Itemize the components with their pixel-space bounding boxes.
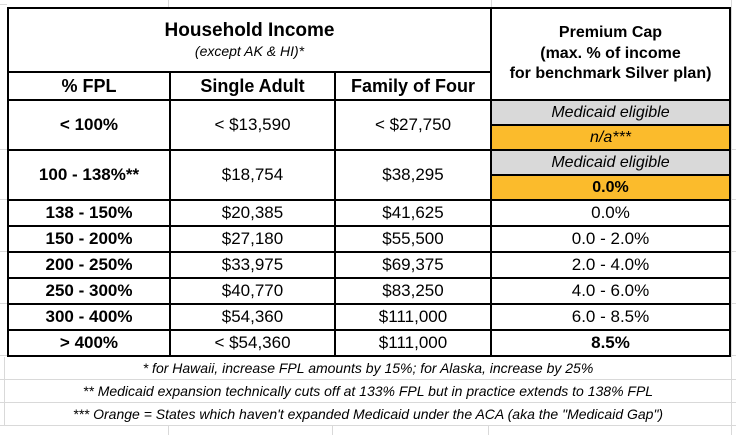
gridline <box>0 199 7 200</box>
cell-single-adult[interactable]: $54,360 <box>170 304 335 330</box>
footnote-medicaid-gap[interactable]: *** Orange = States which haven't expanded Medicaid under the ACA (aka the "Medicaid Gap") <box>0 403 736 426</box>
cell-fpl[interactable]: 250 - 300% <box>8 278 170 304</box>
cell-fpl[interactable]: < 100% <box>8 100 170 150</box>
cell-medicaid-gap[interactable]: n/a*** <box>491 125 730 150</box>
cell-single-adult[interactable]: < $54,360 <box>170 330 335 356</box>
cell-medicaid-gap[interactable]: 0.0% <box>491 175 730 200</box>
cell-single-adult[interactable]: $20,385 <box>170 200 335 226</box>
row-200-250 <box>8 252 730 278</box>
column-header-single-adult[interactable]: Single Adult <box>170 72 335 100</box>
cell-family-of-four[interactable]: $69,375 <box>335 252 491 278</box>
premium-cap-header-cell[interactable] <box>491 8 730 100</box>
row-138-150 <box>8 200 730 226</box>
premium-cap-title-line2: (max. % of income <box>540 44 681 62</box>
cell-family-of-four[interactable]: $55,500 <box>335 226 491 252</box>
row-under-100 <box>8 100 730 125</box>
cell-fpl[interactable]: 300 - 400% <box>8 304 170 330</box>
gridline <box>168 426 169 435</box>
cell-family-of-four[interactable]: < $27,750 <box>335 100 491 150</box>
cell-single-adult[interactable]: $18,754 <box>170 150 335 200</box>
gridline <box>0 251 7 252</box>
cell-premium-cap[interactable]: 4.0 - 6.0% <box>491 278 730 304</box>
cell-family-of-four[interactable]: $83,250 <box>335 278 491 304</box>
household-income-header-cell[interactable] <box>8 8 491 72</box>
cell-fpl[interactable]: 138 - 150% <box>8 200 170 226</box>
footnote-medicaid-expansion[interactable]: ** Medicaid expansion technically cuts off at 133% FPL but in practice extends to 138% FPL <box>0 380 736 403</box>
cell-fpl[interactable]: > 400% <box>8 330 170 356</box>
column-header-fpl[interactable]: % FPL <box>8 72 170 100</box>
cell-fpl[interactable]: 150 - 200% <box>8 226 170 252</box>
income-premium-cap-table <box>7 7 731 357</box>
gridline <box>168 0 169 7</box>
cell-premium-cap[interactable]: 8.5% <box>491 330 730 356</box>
cell-premium-cap[interactable]: 2.0 - 4.0% <box>491 252 730 278</box>
cell-premium-cap[interactable]: 6.0 - 8.5% <box>491 304 730 330</box>
cell-single-adult[interactable]: $33,975 <box>170 252 335 278</box>
premium-cap-title-line3: for benchmark Silver plan) <box>509 65 712 83</box>
column-header-family-of-four[interactable]: Family of Four <box>335 72 491 100</box>
gridline <box>491 0 492 7</box>
gridline <box>0 4 7 5</box>
cell-family-of-four[interactable]: $111,000 <box>335 304 491 330</box>
cell-premium-cap[interactable]: 0.0% <box>491 200 730 226</box>
household-income-title: Household Income <box>164 19 335 41</box>
cell-single-adult[interactable]: < $13,590 <box>170 100 335 150</box>
cell-premium-cap[interactable]: 0.0 - 2.0% <box>491 226 730 252</box>
cell-fpl[interactable]: 100 - 138%** <box>8 150 170 200</box>
cell-single-adult[interactable]: $27,180 <box>170 226 335 252</box>
footnote-hawaii-alaska[interactable]: * for Hawaii, increase FPL amounts by 15%; for Alaska, increase by 25% <box>0 357 736 380</box>
cell-family-of-four[interactable]: $111,000 <box>335 330 491 356</box>
premium-cap-title-line1: Premium Cap <box>558 24 663 42</box>
household-income-subtitle: (except AK & HI)* <box>194 43 305 60</box>
cell-medicaid-eligible[interactable]: Medicaid eligible <box>491 100 730 125</box>
gridline <box>0 355 7 356</box>
footnotes-section <box>0 357 736 426</box>
row-300-400 <box>8 304 730 330</box>
cell-family-of-four[interactable]: $41,625 <box>335 200 491 226</box>
cell-single-adult[interactable]: $40,770 <box>170 278 335 304</box>
gridline <box>488 426 489 435</box>
row-over-400 <box>8 330 730 356</box>
cell-family-of-four[interactable]: $38,295 <box>335 150 491 200</box>
row-100-138 <box>8 150 730 175</box>
row-150-200 <box>8 226 730 252</box>
gridline <box>0 303 7 304</box>
cell-fpl[interactable]: 200 - 250% <box>8 252 170 278</box>
header-row <box>8 8 730 72</box>
cell-medicaid-eligible[interactable]: Medicaid eligible <box>491 150 730 175</box>
row-250-300 <box>8 278 730 304</box>
gridline <box>332 426 333 435</box>
gridline <box>0 149 7 150</box>
